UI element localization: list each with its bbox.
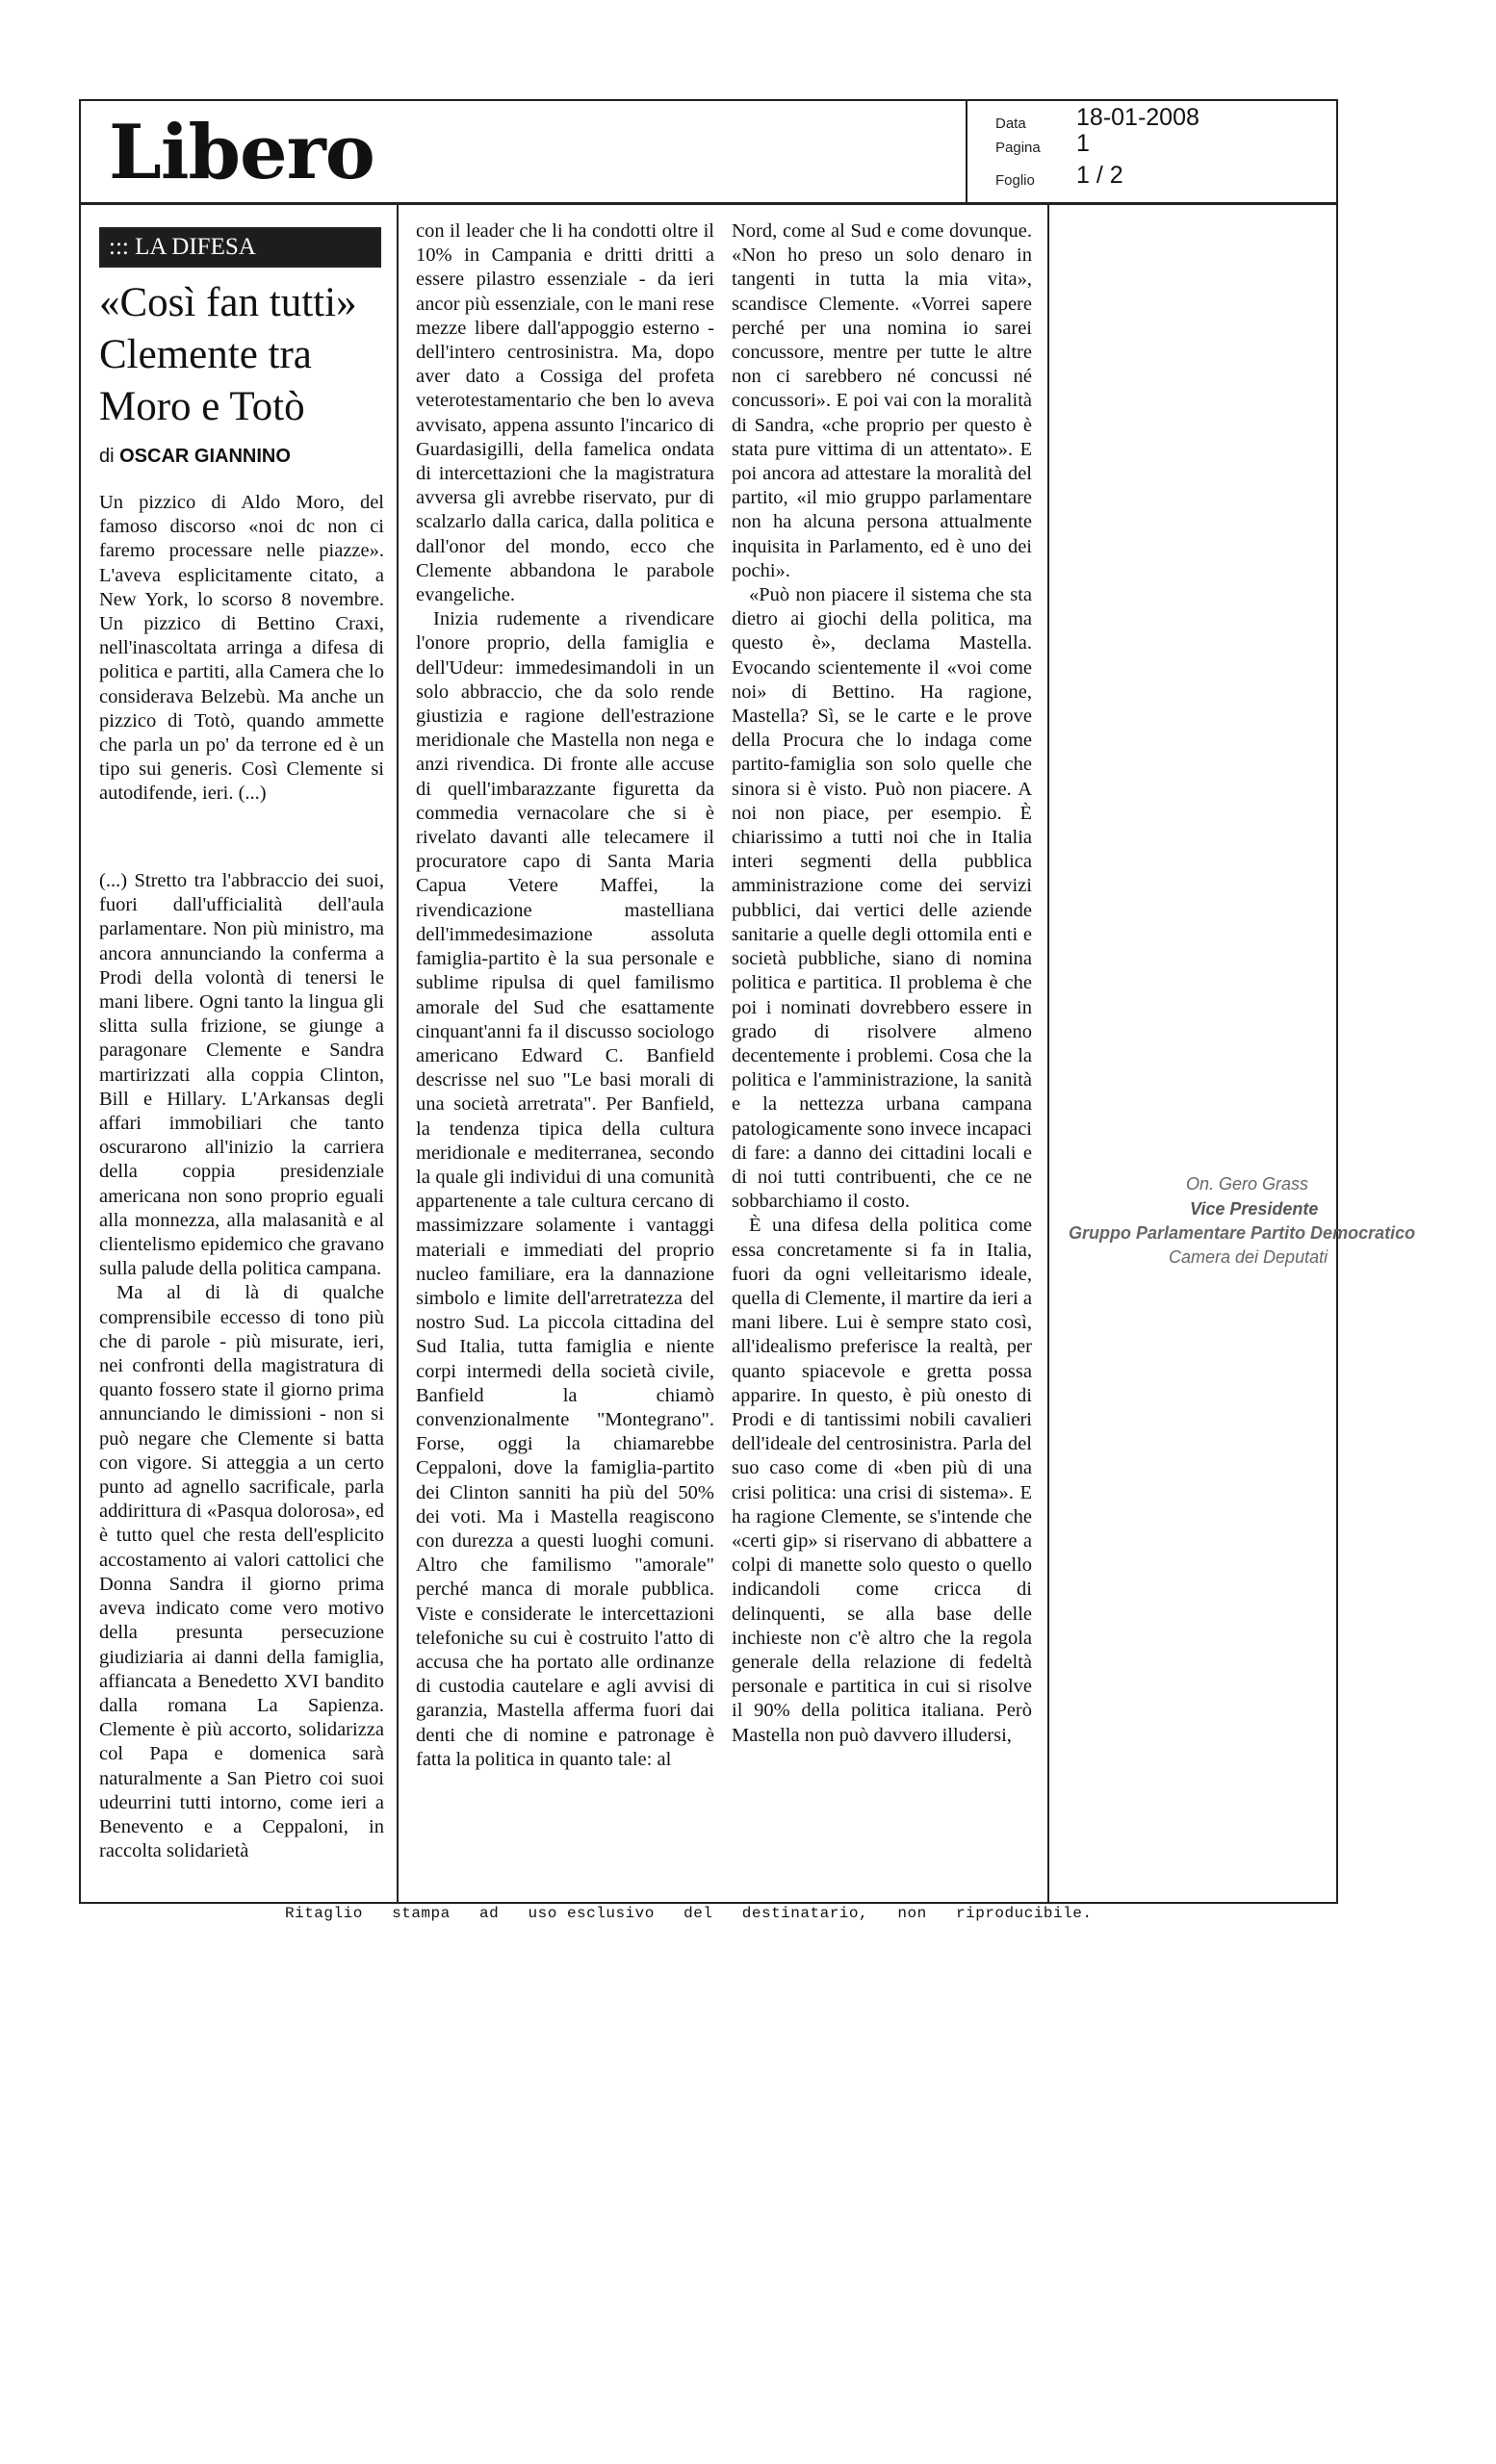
article-lead: [99, 491, 384, 807]
article-column-3: [732, 219, 1032, 1748]
column-rule-right: [1047, 204, 1049, 1902]
body-paragraph: Inizia rudemente a rivendicare l'onore proprio, della famiglia e dell'Udeur: immedesimandoli in un solo abbraccio, che da solo rende giustizia e ragione dell'estrazione meridionale che Mastella non nega e anzi rivendica. Di fronte alle accuse di quell'imbarazzante figuretta da commedia vernacolare che si è rivelato davanti alle telecamere il procuratore capo di Santa Maria Capua Vetere Maffei, la rivendicazione mastelliana dell'immedesimazione assoluta famiglia-partito è la sua personale e sublime ripulsa di quel familismo amorale del Sud che esattamente cinquant'anni fa il discusso sociologo americano Edward C. Banfield descrisse nel suo "Le basi morali di una società arretrata". Per Banfield, la tendenza tipica della cultura meridionale e mediterranea, secondo la quale gli individui di una comunità appartenente a tale cultura cercano di massimizzare solamente i vantaggi materiali e immediati del proprio nucleo familiare, era la dannazione simbolo e limite dell'arretratezza del nostro Sud. La piccola cittadina del Sud Italia, tutta famiglia e niente corpi intermedi della società civile, Banfield la chiamò convenzionalmente "Montegrano". Forse, oggi la chiamarebbe Ceppaloni, dove la famiglia-partito dei Clinton sanniti ha più del 50% dei voti. Ma i Mastella reagiscono con durezza a questi luoghi comuni. Altro che familismo "amorale" perché manca di morale pubblica. Viste e considerate le intercettazioni telefoniche su cui è costruito l'atto di accusa che ha portato alle ordinanze di custodia cautelare e agli avvisi di garanzia, Mastella afferma fuori dai denti che di nomine e patronage è fatta la politica in quanto tale: al: [416, 608, 714, 1770]
reproduction-notice: Ritaglio stampa ad uso esclusivo del destinatario, non riproducibile.: [285, 1905, 1093, 1922]
article-headline: [99, 277, 388, 433]
stamp-group: Gruppo Parlamentare Partito Democratico: [1069, 1223, 1416, 1243]
date-label: Data: [995, 116, 1026, 132]
article-column-1: [99, 869, 384, 1863]
header-rule: [81, 202, 1336, 205]
page-label: Pagina: [995, 140, 1041, 156]
headline-line: Clemente tra: [99, 332, 312, 377]
body-paragraph: (...) Stretto tra l'abbraccio dei suoi, fuori dall'ufficialità dell'aula parlamentare. Non più ministro, ma ancora annunciando la conferma a Prodi della volontà di tenersi le mani libere. Ogni tanto la lingua gli slitta sulla frizione, se giunge a paragonare Clemente e Sandra martirizzati alla coppia Clinton, Bill e Hillary. L'Arkansas degli affari immobiliari che tanto oscurarono all'inizio la carriera della coppia presidenziale americana non sono proprio eguali alla monnezza, alla malasanità e al clientelismo epidemico che gravano sulla palude della politica campana.: [99, 870, 384, 1280]
sheet-label: Foglio: [995, 172, 1035, 189]
byline-prefix: di: [99, 446, 120, 467]
section-kicker: ::: LA DIFESA: [99, 227, 381, 268]
body-paragraph: Ma al di là di qualche comprensibile eccesso di tono più che di parole - più misurate, ieri, nei confronti della magistratura di quanto fossero state il giorno prima annunciando le dimissioni - non si può negare che Clemente si batta con vigore. Si atteggia a un certo punto ad agnello sacrificale, parla addirittura di «Pasqua dolorosa», ed è tutto quel che resta dell'esplicito accostamento ai valori cattolici che Donna Sandra il giorno prima aveva indicato come vero motivo della presunta persecuzione giudiziaria ai danni della famiglia, affiancata a Benedetto XVI bandito dalla romana La Sapienza. Clemente è più accorto, solidarizza col Papa e domenica sarà naturalmente a San Pietro coi suoi udeurrini tutti intorno, come ieri a Benevento e a Ceppaloni, in raccolta solidarietà: [99, 1282, 384, 1862]
stamp-chamber: Camera dei Deputati: [1169, 1247, 1328, 1267]
body-paragraph: È una difesa della politica come essa concretamente si fa in Italia, fuori da ogni velleitarismo ideale, quella di Clemente, il martire da ieri a mani libere. Lui è sempre stato così, all'idealismo preferisce la realtà, per quanto spiacevole e gretta possa apparire. In questo, è più onesto di Prodi e di tantissimi nobili cavalieri dell'ideale del centrosinistra. Parla del suo caso come di «ben più di una crisi politica: una crisi di sistema». E ha ragione Clemente, se s'intende che «certi gip» si riservano di abbattere a colpi di manette solo questo o quello indicandoli come cricca di delinquenti, se alla base delle inchieste non c'è altro che la regola generale della relazione di fedeltà personale e partitica in cui si risolve il 90% della politica italiana. Però Mastella non può davvero illudersi,: [732, 1215, 1032, 1746]
article-column-2: [416, 219, 714, 1772]
column-rule-1: [397, 204, 399, 1902]
byline-author: OSCAR GIANNINO: [119, 446, 291, 467]
page-value: 1: [1076, 130, 1090, 157]
headline-line: Moro e Totò: [99, 384, 305, 429]
date-value: 18-01-2008: [1076, 104, 1199, 131]
body-paragraph: Nord, come al Sud e come dovunque. «Non ho preso un solo denaro in tangenti in tutta la mia vita», scandisce Clemente. «Vorrei sapere perché per una nomina io sarei concussore, mentre per tutte le altre non ci sarebbero né concussi né concussori». E poi vai con la moralità di Sandra, «che proprio per questo è stata pure vittima di un attentato». E poi ancora ad attestare la moralità del partito, «il mio gruppo parlamentare non ha alcuna persona attualmente inquisita in Parlamento, ed è uno dei pochi».: [732, 220, 1032, 581]
byline: [99, 446, 291, 468]
body-paragraph: «Può non piacere il sistema che sta dietro ai giochi della politica, ma questo è», declama Mastella. Evocando scientemente il «voi come noi» di Bettino. Ha ragione, Mastella? Sì, se le carte e le prove della Procura che lo indaga come partito-famiglia son solo quelle che sinora si è visto. Può non piacere. A noi non piace, per esempio. È chiarissimo a tutti noi che in Italia interi segmenti della pubblica amministrazione come dei servizi pubblici, dai vertici delle aziende sanitarie a quelle degli ottomila enti e società pubbliche, siano di nomina politica e partitica. Il problema è che poi i nominati dovrebbero essere in grado di risolvere almeno decentemente i problemi. Cosa che la politica e l'amministrazione, la sanità e la nettezza urbana campana patologicamente sono invece incapaci di fare: a danno dei cittadini locali e di noi tutti contribuenti, che ce ne sobbarchiamo il costo.: [732, 584, 1032, 1213]
lead-paragraph: Un pizzico di Aldo Moro, del famoso discorso «noi dc non ci faremo processare nelle piazze». L'aveva esplicitamente citato, a New York, lo scorso 8 novembre. Un pizzico di Bettino Craxi, nell'inascoltata arringa a difesa di politica e partiti, alla Camera che lo considerava Belzebù. Ma anche un pizzico di Totò, quando ammette che parla un po' da terrone ed è un tipo sui generis. Così Clemente si autodifende, ieri. (...): [99, 492, 384, 805]
stamp-name: On. Gero Grass: [1186, 1174, 1309, 1194]
header-divider: [966, 101, 967, 202]
newspaper-logo: Libero: [109, 109, 374, 196]
body-paragraph: con il leader che li ha condotti oltre il 10% in Campania e dritti dritti a essere pilastro essenziale - da ieri ancor più essenziale, con le mani rese mezze libere dall'appoggio esterno - dell'intero centrosinistra. Ma, dopo aver dato a Cossiga del profeta veterotestamentario che ben lo aveva avvisato, appena assunto l'incarico di Guardasigilli, della famelica ondata di intercettazioni che la magistratura avversa gli avrebbe riservato, pur di scalzarlo dalla carica, dalla politica e dall'onor del mondo, ecco che Clemente abbandona le parabole evangeliche.: [416, 220, 714, 606]
headline-line: «Così fan tutti»: [99, 280, 357, 325]
stamp-role: Vice Presidente: [1190, 1199, 1319, 1219]
sheet-value: 1 / 2: [1076, 162, 1123, 189]
